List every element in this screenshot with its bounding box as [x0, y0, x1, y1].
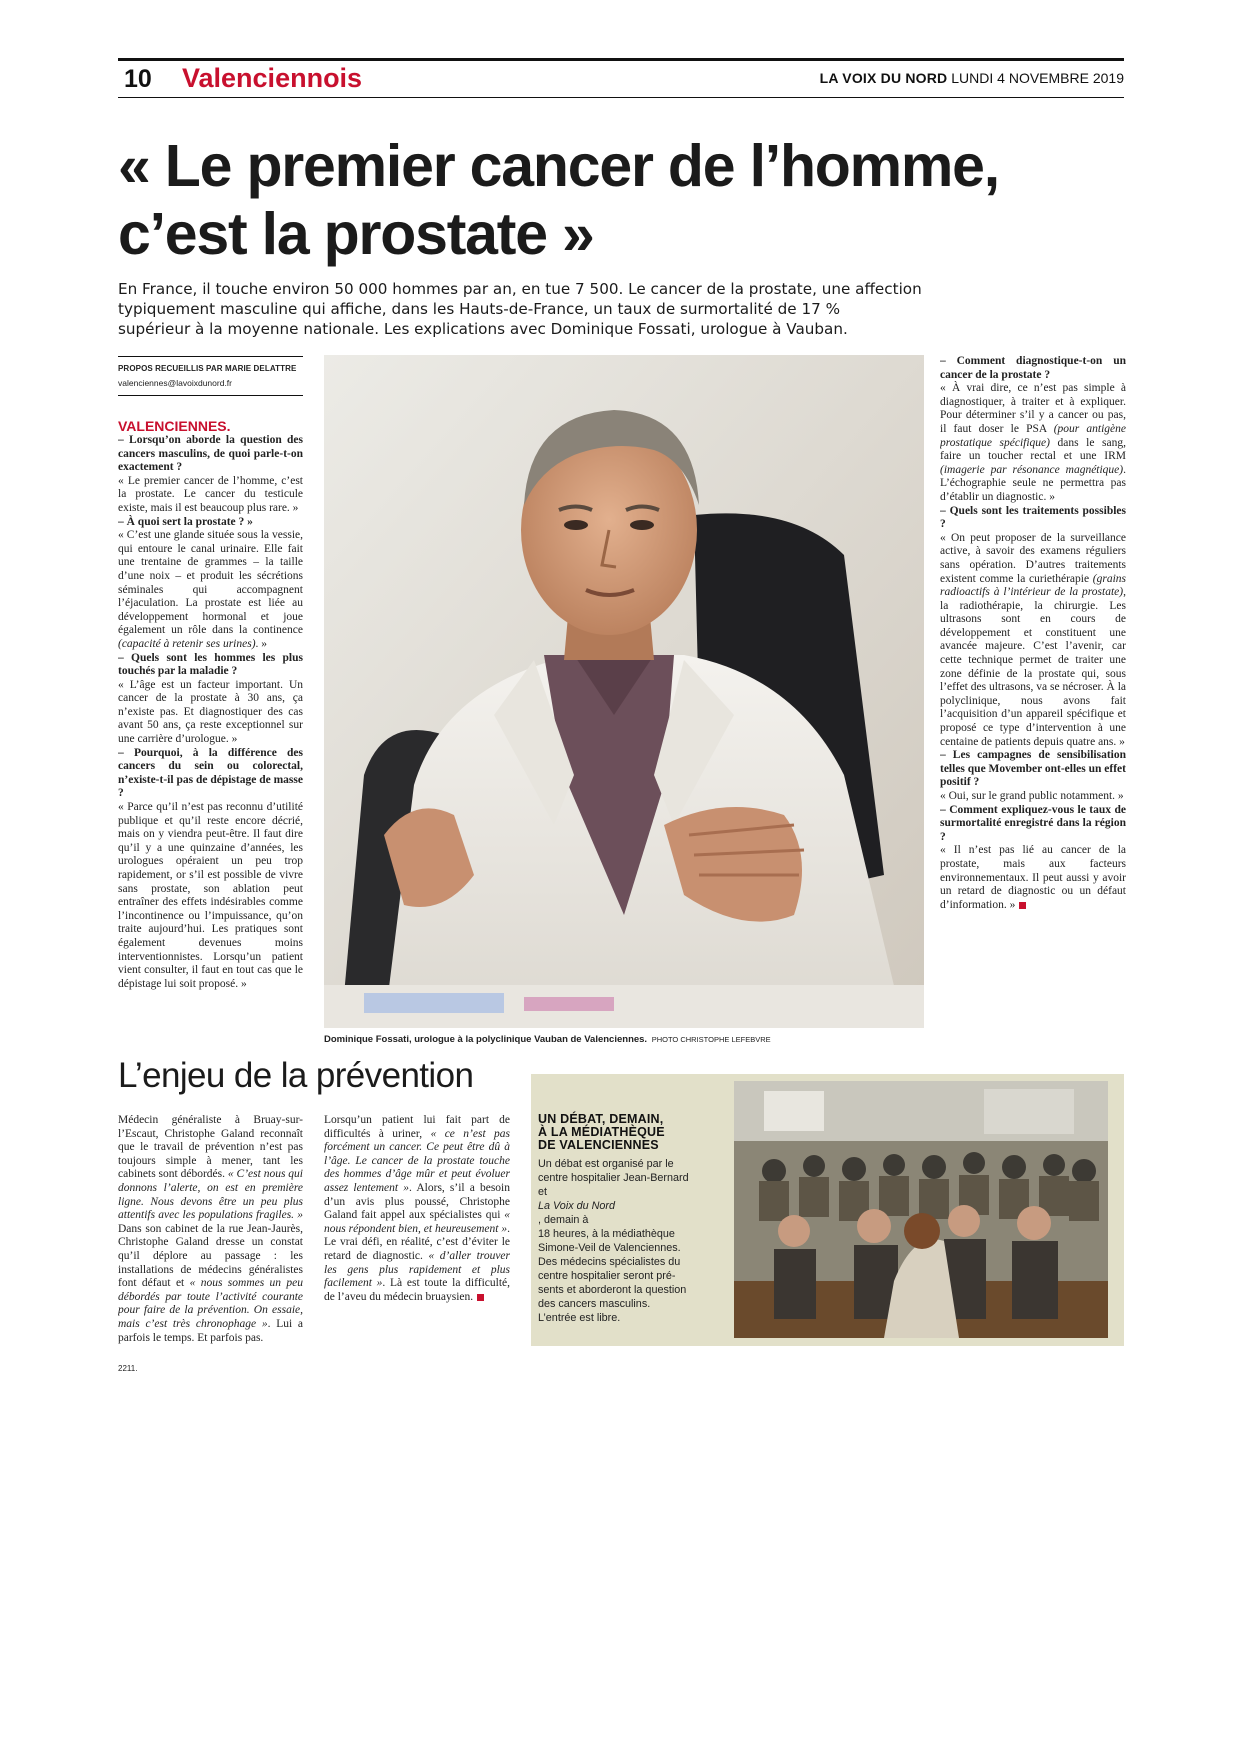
header-top-rule: [118, 58, 1124, 61]
header-bottom-rule: [118, 97, 1124, 98]
prevention-p2-quote-1: « ce n’est pas forcément un cancer. Ce peut être dû à l’âge. Le cancer de la prostate touche des hommes d’âge mûr et peut évoluer assez lentement »: [324, 1127, 510, 1194]
chapo: [118, 279, 1048, 339]
interview-column-right: [940, 355, 1126, 1045]
chapo-line-3: supérieur à la moyenne nationale. Les explications avec Dominique Fossati, urologue à Vauban.: [118, 320, 848, 338]
byline-rule-top: [118, 356, 303, 357]
prevention-p2-quote-3: « d’aller trouver les gens plus rapidement et plus facilement »: [324, 1249, 510, 1290]
event-box-line-10: L’entrée est libre.: [538, 1312, 621, 1324]
event-box-line-1: Un débat est organisé par le: [538, 1158, 674, 1170]
event-box-title: [538, 1113, 698, 1152]
prevention-column-1: [118, 1114, 303, 1344]
publication-name: LA VOIX DU NORD: [819, 70, 948, 86]
answer-5-italic-2: (imagerie par résonance magnétique): [940, 463, 1124, 476]
answer-3: « L’âge est un facteur important. Un cancer de la prostate à 30 ans, ça n’existe pas. Et diagnostiquer des cas avant 50 ans, ça reste exceptionnel sur une carrière d’urologue. »: [118, 678, 303, 746]
prevention-p2-text-1: Lorsqu’un patient lui fait part de difficultés à uriner,: [324, 1114, 510, 1140]
answer-4: « Parce qu’il n’est pas reconnu d’utilité publique et qu’il reste encore décrié, mais on y viendra peut-être. Il faut dire qu’il y a une quinzaine d’années, les urologues opéraient un peu trop rapidement, or s’il est possible de vivre sans prostate, son ablation peut entraîner des effets indésirables comme l’incontinence ou l’impuissance, qu’on traite aujourd’hui. Les pratiques sont également devenues moins interventionnistes. Lorsqu’un patient vient consulter, il faut en tout cas que le dépistage lui soit proposé. »: [118, 801, 303, 990]
caption-text: Dominique Fossati, urologue à la polyclinique Vauban de Valenciennes.: [324, 1034, 648, 1045]
answer-2-end: . »: [255, 637, 268, 650]
page-number: 10: [124, 65, 152, 93]
event-box-line-3-a: et: [538, 1186, 548, 1198]
article-code: 2211.: [118, 1364, 138, 1373]
answer-7: « Oui, sur le grand public notamment. »: [940, 790, 1124, 802]
end-mark: [1019, 902, 1026, 909]
answer-6-text-1: « On peut proposer de la surveillance active, à savoir des examens réguliers sans opération. D’autres traitements existent comme la curiethérapie: [940, 531, 1126, 585]
question-2: – À quoi sert la prostate ? »: [118, 515, 253, 528]
chapo-line-2: typiquement masculine qui affiche, dans les Hauts-de-France, un taux de surmortalité de 17 %: [118, 300, 841, 318]
headline-line-1: « Le premier cancer de l’homme,: [118, 133, 999, 199]
answer-5-text-3: . L’échographie seule ne permettra pas d’établir un diagnostic. »: [940, 463, 1126, 503]
prevention-p1-quote-1: « C’est nous qui donnons l’alerte, on est en première ligne. Nous devons être un peu plus attentifs avec les populations fragiles. »: [118, 1168, 303, 1222]
headline-line-2: c’est la prostate »: [118, 201, 594, 267]
photo-caption: [324, 1034, 924, 1045]
portrait-illustration: [324, 355, 924, 1028]
prevention-p1-text-1: Médecin généraliste à Bruay-sur-l’Escaut, Christophe Galand reconnaît que le travail de prévention n’est pas toujours simple à mener, tant les cabinets sont débordés.: [118, 1114, 303, 1181]
prevention-p1-text-3: . Lui a parfois le temps. Et parfois pas.: [118, 1317, 303, 1344]
prevention-paragraph-1: [118, 1114, 303, 1344]
question-1: – Lorsqu’on aborde la question des cancers masculins, de quoi parle-t-on exactement ?: [118, 434, 303, 474]
main-photo: [324, 355, 924, 1028]
question-8: – Comment expliquez-vous le taux de surmortalité enregistré dans la région ?: [940, 803, 1126, 843]
event-box-text: [538, 1157, 703, 1325]
answer-5: [940, 382, 1126, 504]
event-box-title-line-3: DE VALENCIENNES: [538, 1138, 659, 1152]
answer-5-text-2: dans le sang, faire un toucher rectal et une IRM: [940, 436, 1126, 463]
event-box-line-6: Des médecins spécialistes du: [538, 1256, 681, 1268]
question-4: – Pourquoi, à la différence des cancers du sein ou colorectal, n’existe-t-il pas de dépistage de masse ?: [118, 746, 303, 800]
answer-8-text: « Il n’est pas lié au cancer de la prostate, mais aux facteurs environnementaux. Il peut aussi y avoir un retard de diagnostic ou un défaut d’information. »: [940, 844, 1126, 911]
prevention-p2-text-2: . Alors, s’il a besoin d’un avis plus poussé, Christophe Galand fait appel aux spécialistes qui: [324, 1181, 510, 1222]
event-box-title-line-1: UN DÉBAT, DEMAIN,: [538, 1112, 664, 1126]
prevention-p2-quote-2: « nous répondent bien, et heureusement »: [324, 1209, 510, 1235]
prevention-column-2: [324, 1114, 510, 1344]
prevention-p2-text-3: . Le vrai défi, en réalité, c’est d’éviter le retard de diagnostic.: [324, 1222, 510, 1262]
answer-6: [940, 532, 1126, 750]
event-box-line-8: sents et aborderont la question: [538, 1284, 687, 1296]
publication-date: LUNDI 4 NOVEMBRE 2019: [951, 70, 1124, 86]
photo-credit: PHOTO CHRISTOPHE LEFEBVRE: [651, 1035, 771, 1044]
answer-5-italic-1: (pour antigène prostatique spécifique): [940, 422, 1126, 449]
headline: [118, 132, 1118, 268]
event-box-line-2: centre hospitalier Jean-Bernard: [538, 1172, 689, 1184]
event-box-line-5: Simone-Veil de Valenciennes.: [538, 1242, 681, 1254]
question-3: – Quels sont les hommes les plus touchés par la maladie ?: [118, 651, 303, 678]
byline-email: valenciennes@lavoixdunord.fr: [118, 378, 232, 388]
event-box-line-7: centre hospitalier seront pré-: [538, 1270, 676, 1282]
audience-illustration: [734, 1081, 1108, 1338]
question-5: – Comment diagnostique-t-on un cancer de la prostate ?: [940, 355, 1126, 381]
answer-8: [940, 844, 1126, 912]
chapo-line-1: En France, il touche environ 50 000 hommes par an, en tue 7 500. Le cancer de la prostate, une affection: [118, 280, 922, 298]
dateline: VALENCIENNES.: [118, 418, 231, 434]
answer-6-text-2: , la radiothérapie, la chirurgie. Les ultrasons sont en cours de développement et constituent une avancée majeure. C’est l’avenir, car cette technique permet de traiter une zone définie de la prostate qui, sous l’effet des ultrasons, va se nécroser. À la polyclinique, nous avons fait l’acquisition d’un appareil spécifique et proposé ce type d’intervention à une centaine de patients depuis quatre ans. »: [940, 586, 1126, 748]
event-box-line-3: [538, 1185, 703, 1227]
event-box-line-3-italic: La Voix du Nord: [538, 1200, 616, 1212]
question-6: – Quels sont les traitements possibles ?: [940, 504, 1126, 531]
answer-5-text-1: « À vrai dire, ce n’est pas simple à diagnostiquer, à traiter et à expliquer. Pour déterminer s’il y a cancer ou pas, il faut doser le PSA: [940, 382, 1126, 435]
answer-2: [118, 529, 303, 651]
answer-6-italic: (grains radioactifs à l’intérieur de la prostate): [940, 572, 1126, 599]
prevention-p2-text-4: . Là est toute la difficulté, de l’aveu du médecin bruaysien.: [324, 1277, 510, 1303]
section-title: Valenciennois: [182, 63, 363, 93]
event-box-line-4: 18 heures, à la médiathèque: [538, 1228, 675, 1240]
event-box-title-line-2: À LA MÉDIATHÈQUE: [538, 1125, 665, 1139]
byline-rule-bottom: [118, 395, 303, 396]
audience-photo: [734, 1081, 1108, 1338]
prevention-title: L’enjeu de la prévention: [118, 1056, 474, 1095]
answer-1: « Le premier cancer de l’homme, c’est la prostate. Le cancer du testicule existe, mais il est beaucoup plus rare. »: [118, 474, 303, 514]
masthead: [820, 70, 1124, 86]
question-7: – Les campagnes de sensibilisation telles que Movember ont-elles un effet positif ?: [940, 749, 1126, 789]
event-box-line-9: des cancers masculins.: [538, 1298, 651, 1310]
answer-2-italic: (capacité à retenir ses urines): [118, 637, 256, 650]
prevention-paragraph-2: [324, 1114, 510, 1304]
prevention-p1-quote-2: « nous sommes un peu débordés par toute l’activité courante pour faire de la prévention. On essaie, mais c’est très chronophage »: [118, 1277, 303, 1330]
end-mark-prevention: [477, 1294, 484, 1301]
interview-column-left: [118, 418, 303, 1044]
prevention-p1-text-2: Dans son cabinet de la rue Jean-Jaurès, Christophe Galand dresse un constat qu’il déplore au passage : les installations de médecins généralistes font défaut et: [118, 1222, 303, 1290]
byline: PROPOS RECUEILLIS PAR MARIE DELATTRE: [118, 364, 297, 373]
answer-2-text: « C’est une glande située sous la vessie, qui entoure le canal urinaire. Elle fait une trentaine de grammes – la taille d’une noix – et produit les sécrétions séminales qui accompagnent l’éjaculation. La prostate est liée au développement hormonal et joue également un rôle dans la continence: [118, 529, 303, 637]
event-box-line-3-b: , demain à: [538, 1214, 589, 1226]
